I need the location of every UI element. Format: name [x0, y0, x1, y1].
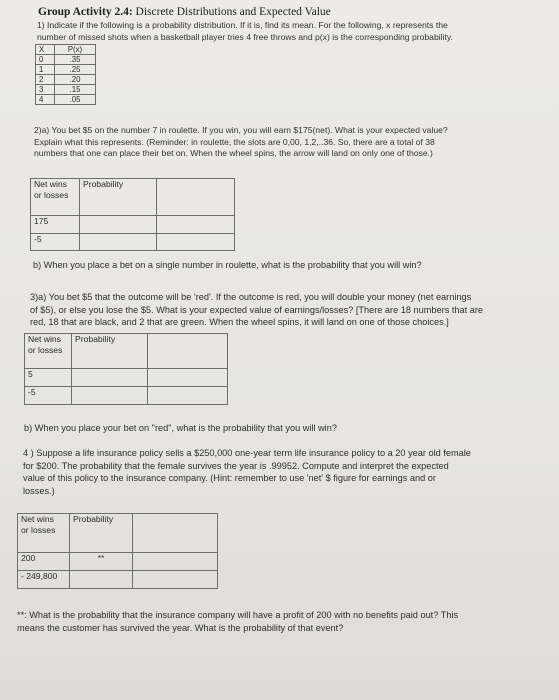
q4-header-net-l1: Net wins	[21, 514, 54, 524]
q3-text	[30, 291, 483, 329]
q2-blank-cell	[80, 216, 157, 234]
q4-blank-cell	[133, 514, 218, 553]
q1-line2: number of missed shots when a basketball player tries 4 free throws and p(x) is the corresponding probability.	[37, 31, 453, 42]
q3-header-net	[25, 334, 72, 369]
q3-b: b) When you place your bet on "red", what is the probability that you will win?	[24, 423, 337, 433]
q3-blank-cell	[148, 334, 228, 369]
q1-cell: 1	[36, 65, 55, 75]
q4-header-net	[18, 514, 70, 553]
q2-header-prob: Probability	[80, 179, 157, 216]
q2-cell: -5	[31, 234, 80, 251]
q3-header-net-l1: Net wins	[28, 334, 61, 344]
q3-blank-cell	[72, 387, 148, 405]
q5-text	[17, 609, 458, 634]
q1-cell: .05	[55, 95, 96, 105]
q3-line1: 3)a) You bet $5 that the outcome will be 'red'. If the outcome is red, you will double your money (net earnings	[30, 292, 472, 302]
q3-blank-cell	[72, 369, 148, 387]
q4-blank-cell	[133, 571, 218, 589]
q4-header-prob: Probability	[70, 514, 133, 553]
q1-cell: 4	[36, 95, 55, 105]
q2-text	[34, 125, 448, 160]
q1-cell: .20	[55, 75, 96, 85]
q2-line2: Explain what this represents. (Reminder: in roulette, the slots are 0,00, 1,2,..36. So, there are a total of 38	[34, 136, 435, 147]
q1-cell: .15	[55, 85, 96, 95]
q1-line1: 1) Indicate if the following is a probability distribution. If it is, find its mean. For the following, x represents the	[37, 20, 448, 30]
q1-header-x: X	[36, 45, 55, 55]
q1-cell: .25	[55, 65, 96, 75]
q3-cell: 5	[25, 369, 72, 387]
q3-line2: of $5), or else you lose the $5. What is your expected value of earnings/losses? [There are 18 numbers that are	[30, 304, 483, 315]
q2-header-net-l2: or losses	[34, 190, 69, 200]
q2-blank-cell	[80, 234, 157, 251]
q1-table	[35, 44, 96, 105]
q2-cell: 175	[31, 216, 80, 234]
q4-cell: - 249,800	[18, 571, 70, 589]
q4-line3: value of this policy to the insurance company. (Hint: remember to use 'net' $ figure for earnings and or	[23, 473, 436, 484]
q1-cell: 3	[36, 85, 55, 95]
q3-blank-cell	[148, 369, 228, 387]
q1-text	[37, 20, 453, 43]
q4-line2: for $200. The probability that the female survives the year is .99952. Compute and interpret the expected	[23, 460, 449, 471]
q4-line1: 4 ) Suppose a life insurance policy sells a $250,000 one-year term life insurance policy to a 20 year old female	[23, 448, 471, 458]
q4-cell: 200	[18, 553, 70, 571]
q2-table	[30, 178, 235, 251]
q3-line3: red, 18 that are black, and 2 that are green. When the wheel spins, it will land on one of those choices.]	[30, 317, 449, 328]
q1-header-px: P(x)	[55, 45, 96, 55]
q2-line1: 2)a) You bet $5 on the number 7 in roulette. If you win, you will earn $175(net). What is your expected value?	[34, 125, 448, 135]
q3-blank-cell	[148, 387, 228, 405]
q2-blank-cell	[157, 216, 235, 234]
title-rest: Discrete Distributions and Expected Value	[132, 6, 331, 18]
q2-header-net-l1: Net wins	[34, 179, 67, 189]
q2-b: b) When you place a bet on a single number in roulette, what is the probability that you will win?	[33, 260, 422, 270]
page-title	[38, 6, 331, 18]
q4-line4: losses.)	[23, 485, 55, 496]
q1-cell: 2	[36, 75, 55, 85]
q4-text	[23, 447, 471, 497]
q4-header-net-l2: or losses	[21, 525, 56, 535]
q3-header-prob: Probability	[72, 334, 148, 369]
q4-mark-cell: **	[70, 553, 133, 571]
q2-blank-cell	[157, 234, 235, 251]
q5-line1: **: What is the probability that the insurance company will have a profit of 200 with no benefits paid out? This	[17, 610, 459, 620]
q2-line3: numbers that one can place their bet on. When the wheel spins, the arrow will land on only one of those.)	[34, 148, 433, 159]
q3-cell: -5	[25, 387, 72, 405]
q2-header-net	[31, 179, 80, 216]
q4-blank-cell	[70, 571, 133, 589]
q2-blank-cell	[157, 179, 235, 216]
q3-table	[24, 333, 228, 405]
q3-header-net-l2: or losses	[28, 345, 63, 355]
q4-table	[17, 513, 218, 589]
title-bold: Group Activity 2.4:	[38, 6, 133, 18]
q4-blank-cell	[133, 553, 218, 571]
q1-cell: 0	[36, 55, 55, 65]
q1-cell: .35	[55, 55, 96, 65]
q5-line2: means the customer has survived the year. What is the probability of that event?	[17, 622, 344, 633]
